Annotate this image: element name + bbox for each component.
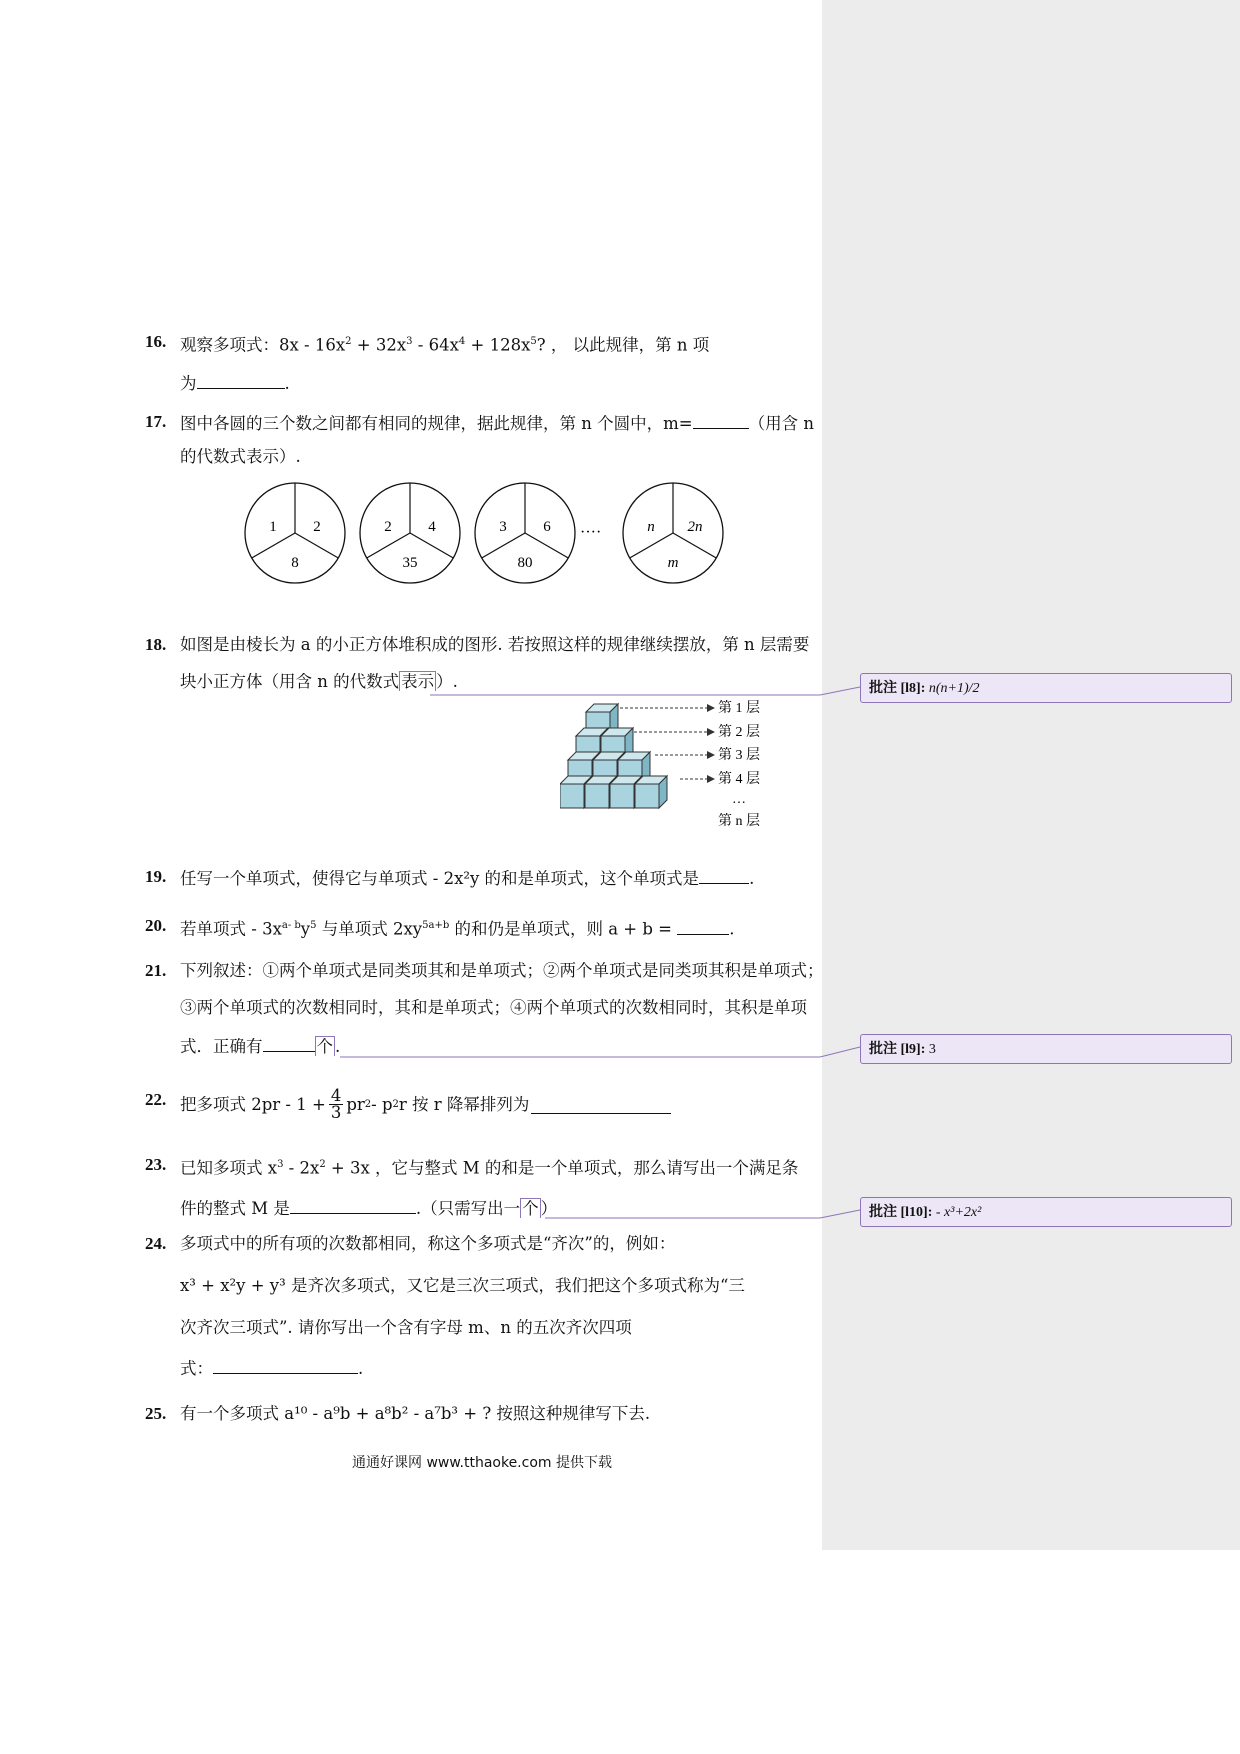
ellipsis: ···· [580,524,602,541]
layer-label: 第 3 层 [718,748,760,763]
circle-value: 6 [543,519,551,535]
connector-l8 [430,687,860,695]
layer-label: 第 4 层 [718,772,760,787]
footer-text: 通通好课网 www.tthaoke.com 提供下载 [352,1455,612,1471]
connector-l10 [545,1210,860,1218]
circle-value: m [667,555,679,571]
comment-anchor-l8[interactable]: 表示 [401,672,435,691]
layer-label: 第 n 层 [718,814,760,829]
circle-value: 1 [269,519,277,535]
document-page: 16. 观察多项式：$8x - 16x^2 + 32x^3 - 64x^4 + 128x^5$? ， 以此规律，第 n 项 为 . 17. 图中各圆的三个数之间都有相同的规律，据此规律，第 n 个圆中，m= （用含 n 的代数式表示）. 1 2 8 2 4 35 3 6 80 n 2n m ···· 18. 如图是由棱长为 a 的小正方体堆积成的图形. 若按照这样的规律继续摆放，第 n 层需要 块小正方体（用含 n 的代数式 表示 ）. 第 1 层 第 2 层 第 3 层 第 4 层 … 第 n 层 19. 任写一个单项式，使得它与单项式 - 2x²y 的和是单项式，这个单项式是 . 20. 若单项式 - $3x^{a- b}y^5$ 与单项式 $2xy^{5a+b}$ 的和仍是单项式，则 a + b = . 21. 下列叙述：①两个单项式是同类项其和是单项式；②两个单项式是同类项其积是单项式； ③两个单项式的次数相同时，其和是单项式；④两个单项式的次数相同时，其积是单项 式．正确有 个 . 22. 把多项式 2pr - 1 + $\frac{4}{3}$ pr 2 - p 2 r 按 r 降幂排列为 23. 已知多项式 $x^3 - 2x^2 + 3x$ ，它与整式 M 的和是一个单项式，那么请写出一个满足条 件的整式 M 是 .（只需写出一 个 ） 24. 多项式中的所有项的次数都相同，称这个多项式是“齐次”的，例如： x³ + x²y + y³ 是齐次多项式，又它是三次三项式，我们把这个多项式称为“三 次齐次三项式”. 请你写出一个含有字母 m、n 的五次齐次四项 式： . 25. 有一个多项式 a¹⁰ - a⁹b + a⁸b² - a⁷b³ + ? 按照这种规律写下去. 通通好课网 www.tthaoke.com 提供下载 批注 [l8]: n(n+1)/2 批注 [l9]: 3 批注 [l10]: - x³+2x² [0,0,1240,1754]
circle-value: 8 [291,555,299,571]
connector-l9 [340,1047,860,1057]
comment-l10[interactable]: 批注 [l10]: - x³+2x² [860,1197,1232,1227]
circle-value: n [647,519,655,535]
question-number: 16. [145,332,167,351]
comment-anchor-l9[interactable]: 个 [316,1037,333,1056]
circle-value: 2 [384,519,392,535]
circle-value: 4 [428,519,436,535]
circle-value: 35 [402,555,418,571]
layer-label: 第 2 层 [718,725,760,740]
comment-anchor-l10[interactable]: 个 [522,1199,539,1218]
layer-label: … [732,792,746,807]
comment-l9[interactable]: 批注 [l9]: 3 [860,1034,1232,1064]
circle-value: 3 [499,519,507,535]
circle-value: 80 [517,555,533,571]
layer-label: 第 1 层 [718,701,760,716]
comment-l8[interactable]: 批注 [l8]: n(n+1)/2 [860,673,1232,703]
fraction: $\frac{4}{3}$ [330,1086,342,1122]
circle-value: 2n [687,519,703,535]
circle-value: 2 [313,519,321,535]
